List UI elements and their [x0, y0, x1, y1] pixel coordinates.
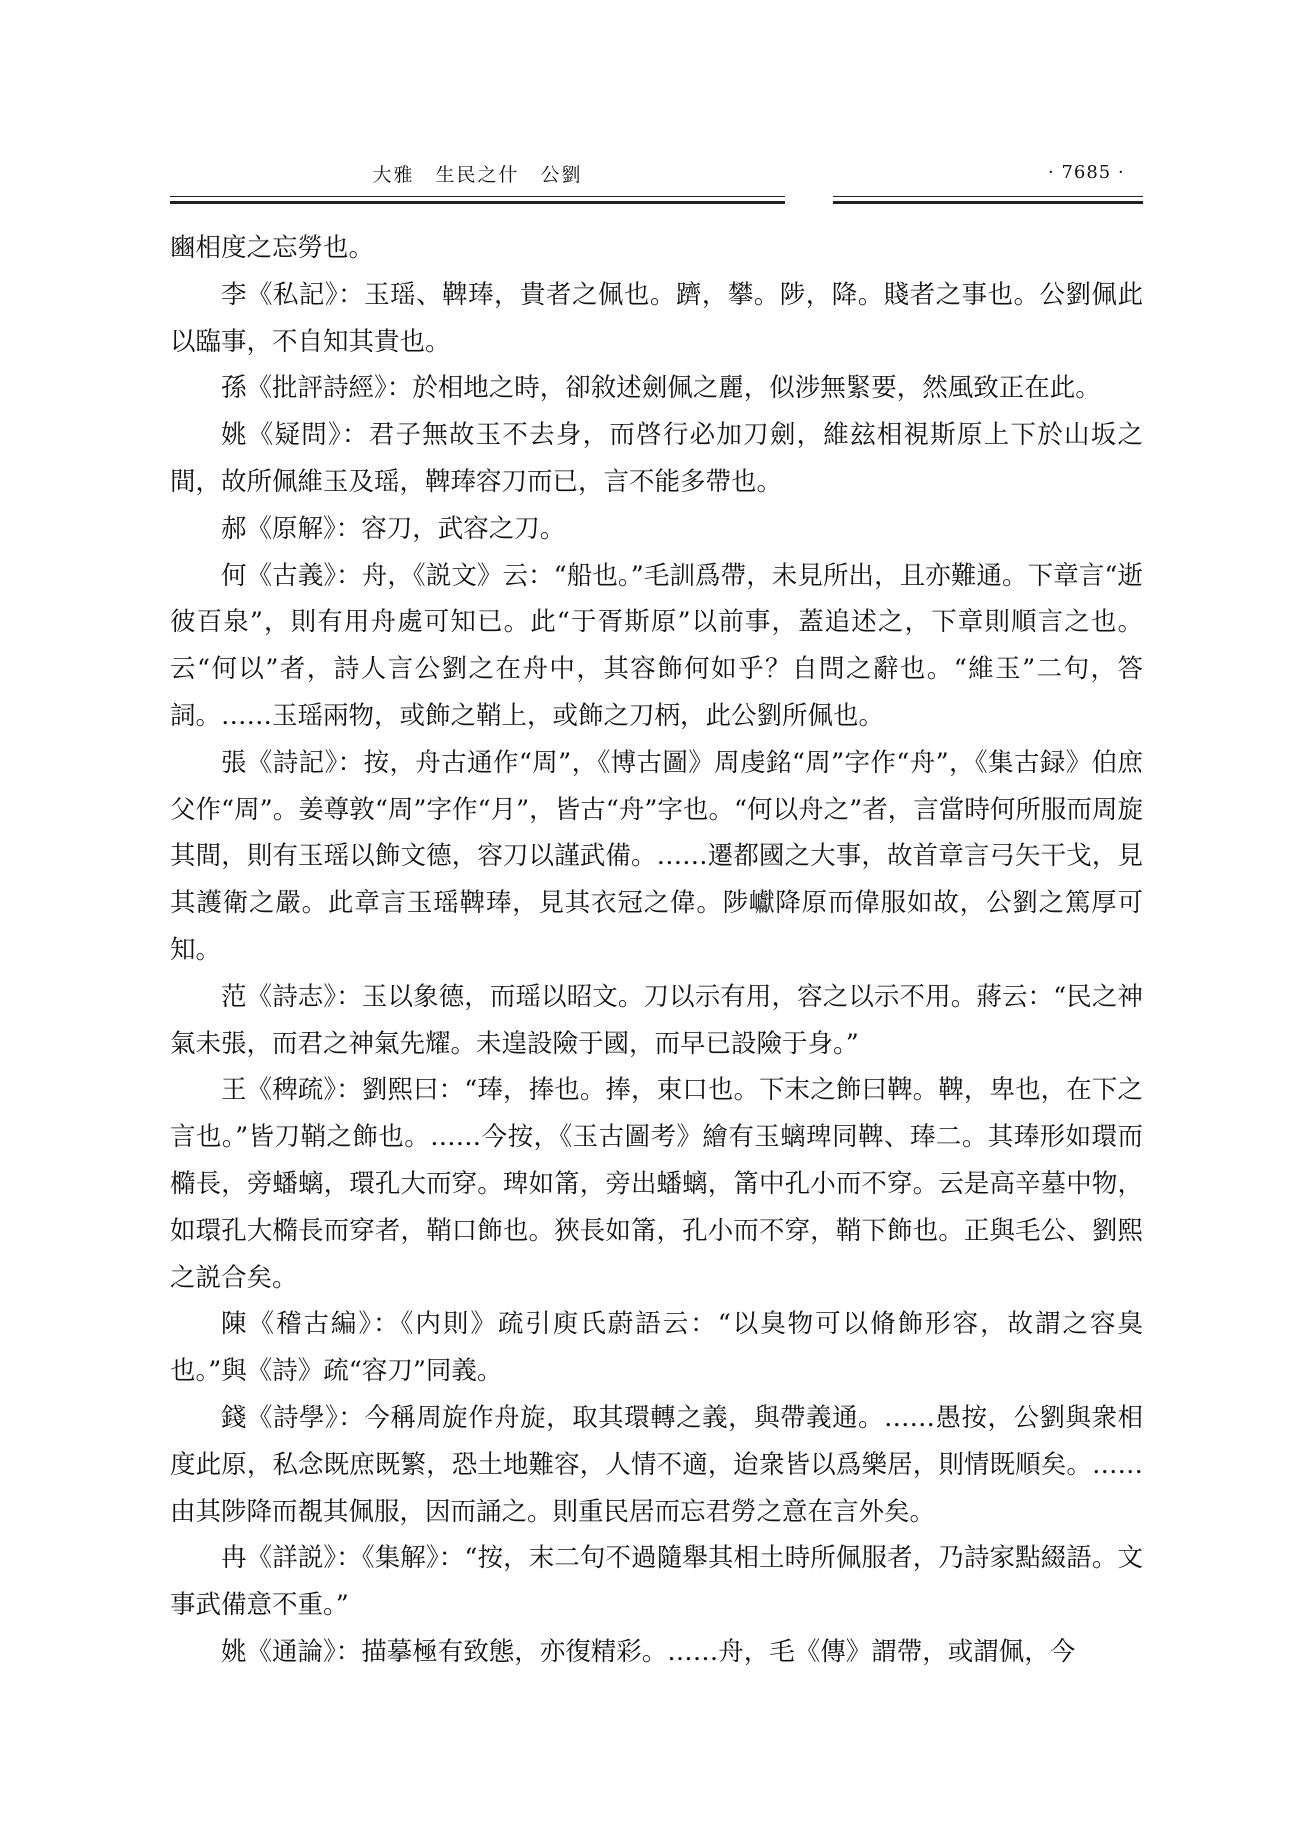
paragraph: 李《私記》：玉瑶、鞞琫，貴者之佩也。躋，攀。陟，降。賤者之事也。公劉佩此以臨事，不自知其貴也。 — [170, 279, 1143, 357]
paragraph: 豳相度之忘勞也。 — [170, 233, 375, 263]
page-header — [0, 152, 1300, 212]
paragraph: 何《古義》：舟，《説文》云：“船也。”毛訓爲帶，未見所出，且亦難通。下章言“逝彼百泉”，則有用舟處可知已。此“于胥斯原”以前事，蓋追述之，下章則順言之也。云“何以”者，詩人言公劉之在舟中，其容飾何如乎？自問之辭也。“維玉”二句，答詞。……玉瑶兩物，或飾之鞘上，或飾之刀柄，此公劉所佩也。 — [170, 560, 1143, 731]
main-text — [170, 225, 1143, 1676]
page-number: · 7685 · — [1048, 162, 1125, 183]
paragraph: 范《詩志》：玉以象德，而瑶以昭文。刀以示有用，容之以示不用。蔣云：“民之神氣未張，而君之神氣先耀。未遑設險于國，而早已設險于身。” — [170, 981, 1143, 1059]
paragraph: 姚《通論》：描摹極有致態，亦復精彩。……舟，毛《傳》謂帶，或謂佩，今 — [221, 1636, 1076, 1667]
header-rule-thick — [170, 201, 785, 204]
paragraph: 冉《詳説》：《集解》：“按，末二句不過隨舉其相土時所佩服者，乃詩家點綴語。文事武備意不重。” — [170, 1543, 1143, 1621]
paragraph: 王《稗疏》：劉熙曰：“琫，捧也。捧，束口也。下末之飾曰鞞。鞞，卑也，在下之言也。”皆刀鞘之飾也。……今按，《玉古圖考》繪有玉螭琕同鞞、琫二。其琫形如環而橢長，旁蟠螭，環孔大而穿。琕如筩，旁出蟠螭，筩中孔小而不穿。云是高辛墓中物，如環孔大橢長而穿者，鞘口飾也。狹長如筩，孔小而不穿，鞘下飾也。正與毛公、劉熙之説合矣。 — [170, 1075, 1143, 1293]
paragraph: 姚《疑問》：君子無故玉不去身，而啓行必加刀劍，維玆相視斯原上下於山坂之間，故所佩維玉及瑶，鞞琫容刀而已，言不能多帶也。 — [170, 420, 1143, 497]
paragraph: 孫《批評詩經》：於相地之時，卻敘述劍佩之麗，似涉無緊要，然風致正在此。 — [221, 373, 1101, 404]
header-rule-thick-right — [833, 201, 1143, 204]
header-rule-thin — [170, 196, 785, 197]
paragraph: 郝《原解》：容刀，武容之刀。 — [221, 513, 566, 544]
running-head: 大雅 生民之什 公劉 — [372, 164, 583, 186]
paragraph: 錢《詩學》：今稱周旋作舟旋，取其環轉之義，與帶義通。……愚按，公劉與衆相度此原，私念既庶既繁，恐土地難容，人情不適，迨衆皆以爲樂居，則情既順矣。……由其陟降而覩其佩服，因而誦之。則重民居而忘君勞之意在言外矣。 — [170, 1402, 1143, 1527]
header-rule-thin-right — [833, 196, 1143, 197]
paragraph: 張《詩記》：按，舟古通作“周”，《博古圖》周虔銘“周”字作“舟”，《集古録》伯庶父作“周”。姜尊敦“周”字作“月”，皆古“舟”字也。“何以舟之”者，言當時何所服而周旋其間，則有玉瑶以飾文德，容刀以謹武備。……遷都國之大事，故首章言弓矢干戈，見其護衛之嚴。此章言玉瑶鞞琫，見其衣冠之偉。陟巘降原而偉服如故，公劉之篤厚可知。 — [170, 747, 1143, 965]
paragraph: 陳《稽古編》：《内則》疏引庾氏蔚語云：“以臭物可以脩飾形容，故謂之容臭也。”與《詩》疏“容刀”同義。 — [170, 1309, 1143, 1387]
